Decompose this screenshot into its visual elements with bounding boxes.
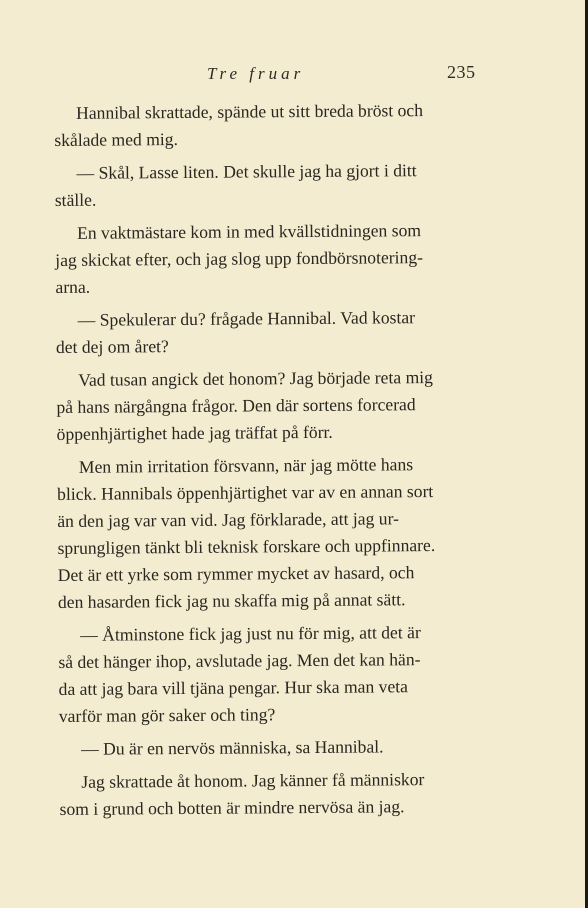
text-line: ställe. bbox=[54, 189, 97, 210]
text-line: Hannibal skrattade, spände ut sitt breda bröst och bbox=[76, 100, 424, 123]
text-line: än den jag var van vid. Jag förklarade, att jag ur- bbox=[57, 508, 399, 531]
text-line: Jag skrattade åt honom. Jag känner få människor bbox=[81, 769, 425, 792]
text-line: på hans närgångna frågor. Den där sortens forcerad bbox=[56, 394, 416, 417]
text-line: En vaktmästare kom in med kvällstidningen som bbox=[76, 220, 422, 243]
text-line: da att jag bara vill tjäna pengar. Hur ska man veta bbox=[58, 676, 409, 699]
text-line: varför man gör saker och ting? bbox=[58, 704, 276, 726]
text-line: det dej om året? bbox=[55, 336, 169, 357]
text-line: öppenhjärtighet hade jag träffat på förr. bbox=[56, 421, 333, 444]
text-line: sprungligen tänkt bli teknisk forskare och uppfinnare. bbox=[57, 535, 436, 558]
text-line: blick. Hannibals öppenhjärtighet var av en annan sort bbox=[57, 481, 434, 504]
page-number: 235 bbox=[447, 62, 476, 82]
text-line: som i grund och botten är mindre nervösa än jag. bbox=[59, 796, 405, 819]
text-line: Vad tusan angick det honom? Jag började reta mig bbox=[78, 367, 433, 390]
text-line: skålade med mig. bbox=[54, 129, 179, 150]
text-line: Det är ett yrke som rymmer mycket av hasard, och bbox=[57, 562, 415, 585]
text-line: så det hänger ihop, avslutade jag. Men det kan hän- bbox=[58, 649, 421, 672]
text-line: — Spekulerar du? frågade Hannibal. Vad kostar bbox=[77, 307, 416, 330]
body-text bbox=[54, 97, 492, 823]
text-line: arna. bbox=[55, 276, 91, 297]
text-line: Men min irritation försvann, när jag mötte hans bbox=[78, 454, 414, 477]
text-line: — Åtminstone fick jag just nu för mig, att det är bbox=[80, 622, 421, 645]
running-title: Tre fruar bbox=[207, 64, 305, 83]
text-line: den hasarden fick jag nu skaffa mig på annat sätt. bbox=[57, 589, 406, 612]
text-line: — Skål, Lasse liten. Det skulle jag ha gjort i ditt bbox=[76, 160, 417, 183]
text-line: — Du är en nervös människa, sa Hannibal. bbox=[81, 736, 384, 759]
text-line: jag skickat efter, och jag slog upp fondbörsnotering- bbox=[55, 247, 424, 270]
